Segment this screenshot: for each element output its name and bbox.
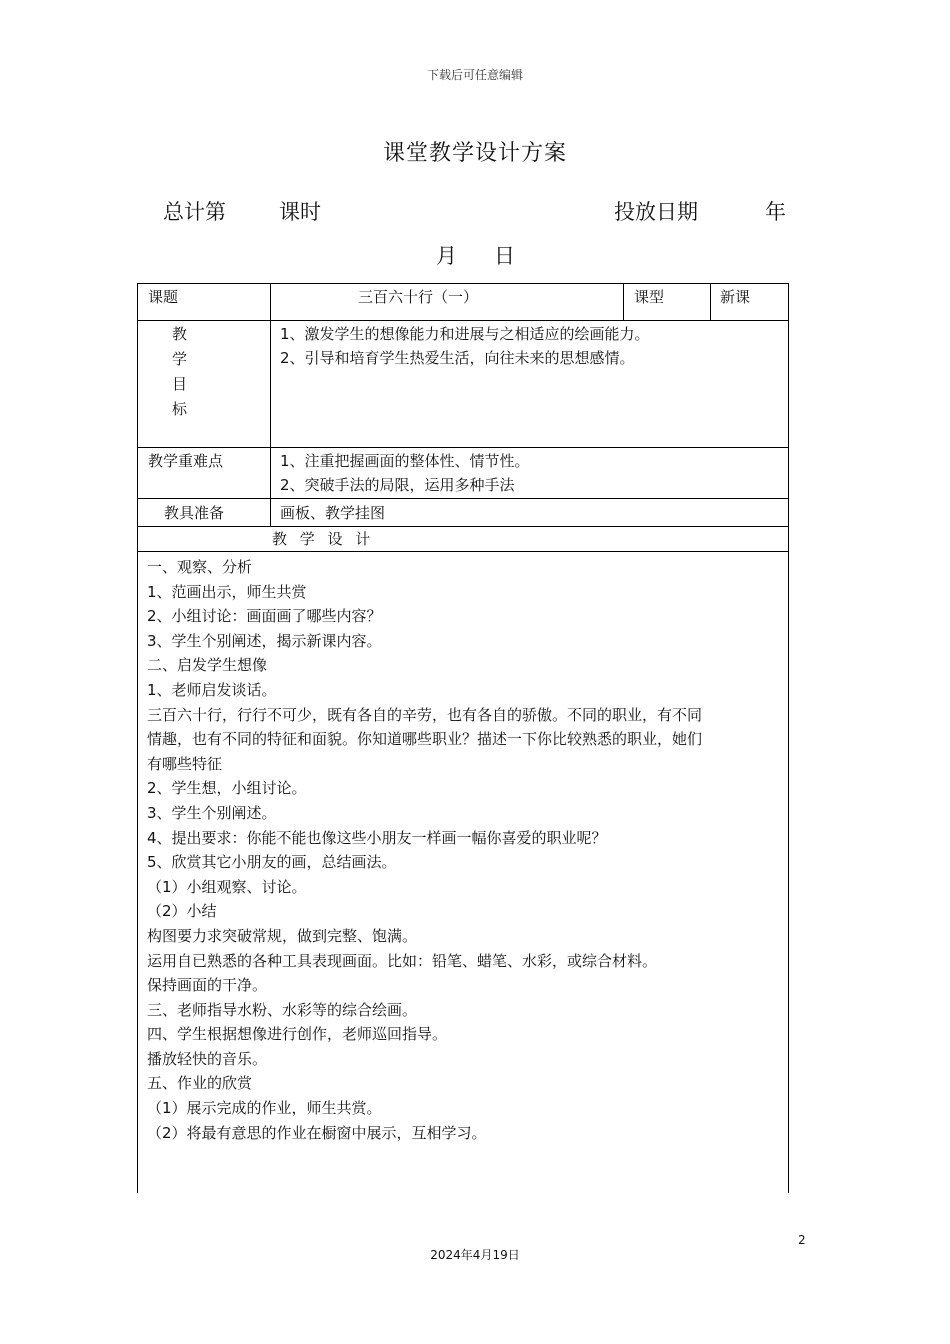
key-item: 1、注重把握画面的整体性、情节性。 — [280, 452, 530, 470]
key-item: 2、突破手法的局限，运用多种手法 — [280, 476, 515, 494]
goal-label-char: 标 — [172, 400, 188, 418]
design-line: 3、学生个别阐述，揭示新课内容。 — [147, 631, 382, 650]
design-line: 4、提出要求：你能不能也像这些小朋友一样画一幅你喜爱的职业呢？ — [147, 828, 607, 847]
page-number: 2 — [798, 1233, 806, 1247]
design-line: （2）小结 — [147, 902, 217, 921]
header-note: 下载后可任意编辑 — [426, 68, 523, 82]
key-points — [280, 449, 530, 497]
date-label: 投放日期 — [614, 200, 698, 224]
design-line: 1、范画出示，师生共赏 — [147, 582, 307, 601]
goal-label-char: 教 — [172, 325, 188, 343]
design-line: 四、学生根据想像进行创作，老师巡回指导。 — [147, 1025, 448, 1044]
tools-label: 教具准备 — [164, 504, 225, 522]
design-line: 保持画面的干净。 — [147, 976, 268, 995]
design-line: 五、作业的欣赏 — [147, 1074, 253, 1093]
design-line: 有哪些特征 — [147, 754, 223, 773]
type-label: 课型 — [634, 288, 665, 306]
goal-label — [172, 322, 187, 422]
design-line: 2、学生想，小组讨论。 — [147, 779, 307, 798]
total-prefix: 总计第 — [163, 200, 226, 224]
key-label: 教学重难点 — [148, 452, 224, 470]
day-label: 日 — [494, 244, 515, 268]
type-value: 新课 — [720, 288, 751, 306]
goal-label-char: 目 — [172, 375, 188, 393]
goal-label-char: 学 — [172, 350, 188, 368]
topic-value: 三百六十行（一） — [358, 288, 479, 306]
design-line: 三、老师指导水粉、水彩等的综合绘画。 — [147, 1000, 418, 1019]
design-line: 3、学生个别阐述。 — [147, 803, 277, 822]
design-line: 情趣，也有不同的特征和面貌。你知道哪些职业？描述一下你比较熟悉的职业，她们 — [147, 730, 703, 749]
design-heading: 教 学 设 计 — [272, 530, 375, 548]
year-label: 年 — [765, 200, 786, 224]
design-line: 构图要力求突破常规，做到完整、饱满。 — [147, 926, 418, 945]
design-line: 运用自已熟悉的各种工具表现画面。比如：铅笔、蜡笔、水彩，或综合材料。 — [147, 951, 658, 970]
goals — [280, 322, 650, 370]
lesson-suffix: 课时 — [279, 200, 321, 224]
design-line: 二、启发学生想像 — [147, 656, 268, 675]
design-line: 播放轻快的音乐。 — [147, 1049, 268, 1068]
design-line: 一、观察、分析 — [147, 558, 253, 576]
goal-item: 2、引导和培育学生热爱生活，向往未来的思想感情。 — [280, 349, 635, 367]
design-line: （2）将最有意思的作业在橱窗中展示，互相学习。 — [147, 1123, 487, 1142]
design-line: 三百六十行，行行不可少，既有各自的辛劳，也有各自的骄傲。不同的职业，有不同 — [147, 705, 703, 724]
footer-date: 2024年4月19日 — [430, 1248, 520, 1262]
design-line: 5、欣赏其它小朋友的画，总结画法。 — [147, 853, 397, 872]
design-line: （1）展示完成的作业，师生共赏。 — [147, 1099, 382, 1118]
page-title: 课堂教学设计方案 — [382, 141, 567, 166]
design-line: 1、老师启发谈话。 — [147, 680, 277, 699]
design-line: 2、小组讨论：画面画了哪些内容？ — [147, 607, 382, 626]
month-label: 月 — [436, 244, 457, 268]
topic-label: 课题 — [148, 288, 179, 306]
design-line: （1）小组观察、讨论。 — [147, 877, 307, 896]
goal-item: 1、激发学生的想像能力和进展与之相适应的绘画能力。 — [280, 325, 650, 343]
design-content — [147, 555, 779, 1145]
tools-value: 画板、教学挂图 — [280, 504, 386, 522]
